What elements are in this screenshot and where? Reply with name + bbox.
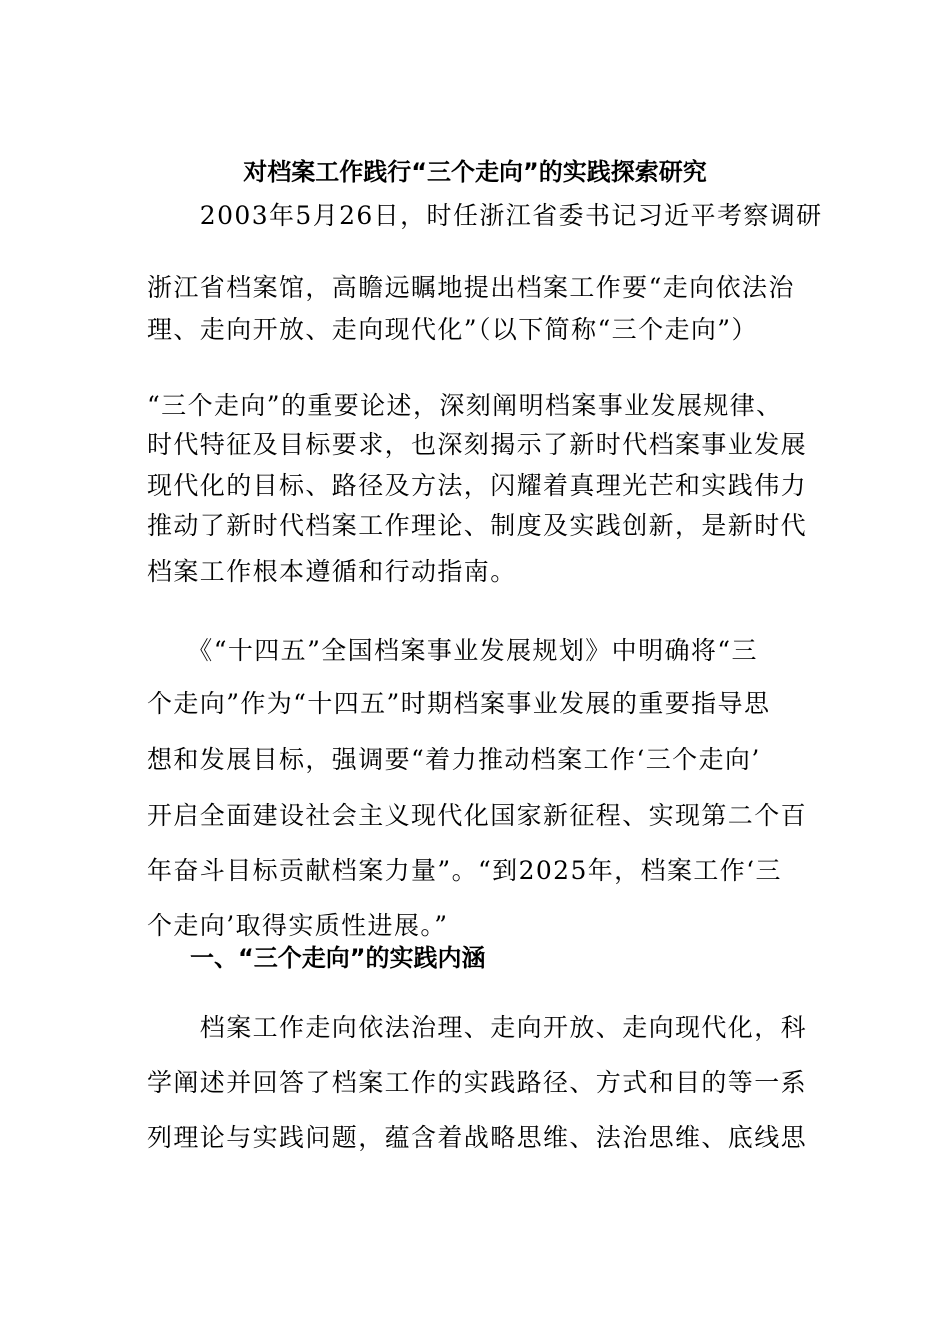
paragraph-line: 浙江省档案馆，高瞻远瞩地提出档案工作要“走向依法治: [147, 273, 795, 302]
paragraph-line: 档案工作根本遵循和行动指南。: [147, 557, 517, 586]
paragraph-line: 时代特征及目标要求，也深刻揭示了新时代档案事业发展: [147, 430, 808, 459]
paragraph-line: 现代化的目标、路径及方法，闪耀着真理光芒和实践伟力: [147, 471, 808, 500]
paragraph-line: 年奋斗目标贡献档案力量”。“到2025年，档案工作‘三: [147, 856, 782, 885]
document-title: 对档案工作践行“三个走向”的实践探索研究: [243, 158, 707, 186]
paragraph-line: 理、走向开放、走向现代化”（以下简称“三个走向”）: [147, 315, 758, 344]
paragraph-line: 个走向’取得实质性进展。”: [147, 911, 449, 940]
paragraph-line: 档案工作走向依法治理、走向开放、走向现代化，科: [147, 1013, 808, 1042]
paragraph-line: 开启全面建设社会主义现代化国家新征程、实现第二个百: [147, 801, 808, 830]
paragraph-line: 想和发展目标，强调要“着力推动档案工作‘三个走向’: [147, 745, 761, 774]
paragraph-line: 个走向”作为“十四五”时期档案事业发展的重要指导思: [147, 689, 771, 718]
section-heading: 一、“三个走向”的实践内涵: [190, 944, 486, 972]
paragraph-line: 学阐述并回答了档案工作的实践路径、方式和目的等一系: [147, 1068, 808, 1097]
paragraph-line: 推动了新时代档案工作理论、制度及实践创新，是新时代: [147, 511, 808, 540]
paragraph-line: 列理论与实践问题，蕴含着战略思维、法治思维、底线思: [147, 1123, 808, 1152]
paragraph-line: 《“十四五”全国档案事业发展规划》中明确将“三: [147, 636, 758, 665]
paragraph-line: 2003年5月26日，时任浙江省委书记习近平考察调研: [147, 201, 823, 230]
paragraph-line: “三个走向”的重要论述，深刻阐明档案事业发展规律、: [147, 391, 783, 420]
